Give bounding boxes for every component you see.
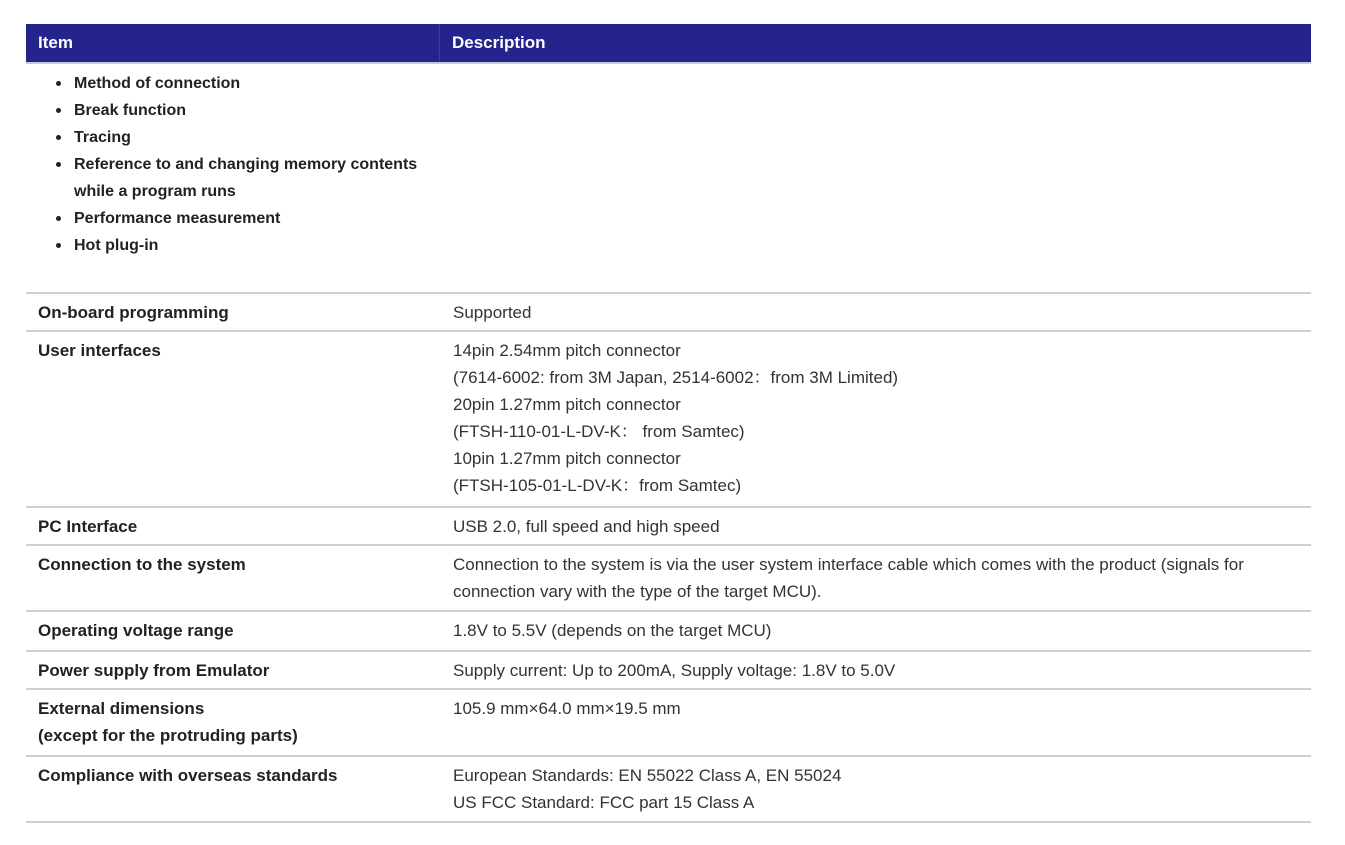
row-label: Power supply from Emulator — [38, 661, 270, 680]
list-item: Break function — [74, 97, 434, 124]
list-item: Performance measurement — [74, 205, 434, 232]
row-value-line: Supply current: Up to 200mA, Supply voltage: 1.8V to 5.0V — [453, 661, 896, 680]
row-value — [440, 690, 1311, 755]
row-value-line: (7614-6002: from 3M Japan, 2514-6002：from 3M Limited) — [453, 368, 899, 387]
row-value-line: 10pin 1.27mm pitch connector — [453, 449, 681, 468]
row-value — [440, 757, 1311, 821]
list-item: Hot plug-in — [74, 232, 434, 259]
row-value-line: 105.9 mm×64.0 mm×19.5 mm — [453, 699, 681, 718]
row-label: Compliance with overseas standards — [38, 766, 338, 785]
row-value — [440, 652, 1311, 688]
row-value-line: Supported — [453, 303, 532, 322]
row-label: Connection to the system — [38, 555, 246, 574]
row-value-line: (FTSH-105-01-L-DV-K：from Samtec) — [453, 476, 742, 495]
header-item: Item — [26, 24, 440, 62]
row-label — [26, 690, 440, 755]
row-value-line: US FCC Standard: FCC part 15 Class A — [453, 793, 755, 812]
feature-list — [26, 64, 434, 259]
row-value-line: European Standards: EN 55022 Class A, EN 55024 — [453, 766, 842, 785]
row-value — [440, 294, 1311, 330]
row-value — [440, 508, 1311, 544]
table-row — [26, 612, 1311, 652]
row-value-line: 20pin 1.27mm pitch connector — [453, 395, 681, 414]
row-value — [440, 332, 1311, 506]
row-value-line: 14pin 2.54mm pitch connector — [453, 341, 681, 360]
row-value-line: 1.8V to 5.5V (depends on the target MCU) — [453, 621, 772, 640]
list-item: Tracing — [74, 124, 434, 151]
row-label: Operating voltage range — [38, 621, 234, 640]
spec-table — [26, 24, 1311, 823]
table-row — [26, 332, 1311, 508]
list-item: Reference to and changing memory contents while a program runs — [74, 151, 434, 205]
row-value — [440, 546, 1311, 610]
list-item: Method of connection — [74, 70, 434, 97]
table-row — [26, 690, 1311, 757]
table-row — [26, 508, 1311, 546]
header-description: Description — [452, 33, 546, 52]
row-value — [440, 612, 1311, 650]
row-value-line: USB 2.0, full speed and high speed — [453, 517, 720, 536]
table-row — [26, 652, 1311, 690]
row-label-line: (except for the protruding parts) — [38, 726, 298, 745]
row-label-line: External dimensions — [38, 699, 205, 718]
row-label: User interfaces — [38, 341, 161, 360]
row-label: On-board programming — [38, 303, 229, 322]
table-header — [26, 24, 1311, 64]
row-value-line: Connection to the system is via the user system interface cable which comes with the product (signals for connection vary with the type of the target MCU). — [453, 555, 1244, 601]
table-row — [26, 294, 1311, 332]
table-row — [26, 546, 1311, 612]
row-label: PC Interface — [38, 517, 138, 536]
row-value-line: (FTSH-110-01-L-DV-K： from Samtec) — [453, 422, 745, 441]
feature-list-row — [26, 64, 1311, 294]
table-row — [26, 757, 1311, 823]
